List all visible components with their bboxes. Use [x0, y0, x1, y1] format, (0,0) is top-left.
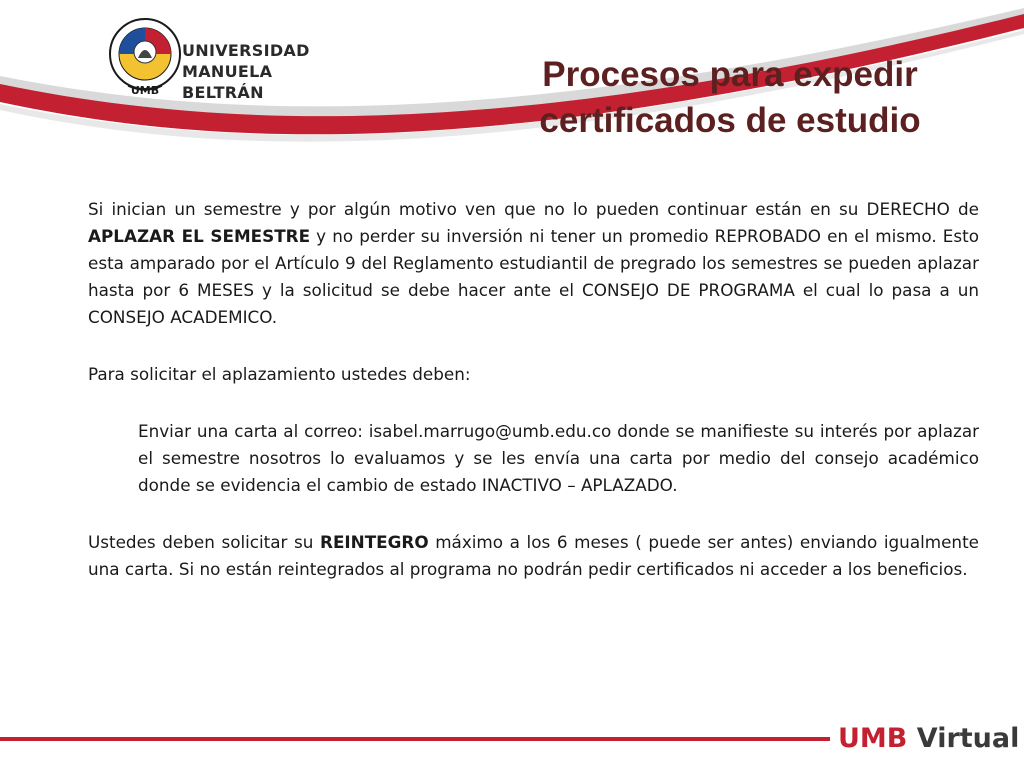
footer-brand [838, 723, 1019, 755]
footer-divider [0, 734, 830, 744]
footer-brand-virtual: Virtual [916, 723, 1020, 754]
bold-text: REINTEGRO [320, 532, 429, 552]
paragraph-text: Ustedes deben solicitar su [88, 532, 321, 552]
paragraph-deferral-right [88, 196, 979, 331]
university-logo [108, 14, 338, 104]
slide-title-line-1: Procesos para expedir [542, 55, 918, 94]
paragraph-send-letter: Enviar una carta al correo: isabel.marrugo@umb.edu.co donde se manifieste su interés por aplazar el semestre nosotros lo evaluamos y se les envía una carta por medio del consejo académico donde se evidencia el cambio de estado INACTIVO – APLAZADO. [138, 421, 979, 495]
slide-body [88, 196, 979, 613]
footer-brand-umb: UMB [838, 723, 908, 754]
logo-wordmark [182, 40, 338, 103]
bold-text: APLAZAR EL SEMESTRE [88, 226, 311, 246]
paragraph-reinstatement [88, 529, 979, 583]
paragraph-text: máximo a los 6 meses ( puede ser antes) enviando igualmente una carta. Si no están reintegrados al programa no podrán pedir certificados ni acceder a los beneficios. [88, 532, 979, 579]
paragraph-text: y no perder su inversión ni tener un promedio REPROBADO en el mismo. Esto esta amparado por el Artículo 9 del Reglamento estudiantil de pregrado los semestres se pueden aplazar hasta por 6 MESES y la solicitud se debe hacer ante el CONSEJO DE PROGRAMA el cual lo pasa a un CONSEJO ACADEMICO. [88, 226, 979, 327]
seal-umb-text: UMB [130, 84, 160, 97]
logo-line-1: UNIVERSIDAD [182, 41, 310, 60]
paragraph-text: Si inician un semestre y por algún motivo ven que no lo pueden continuar están en su DERECHO de [88, 199, 979, 219]
slide-title-line-2: certificados de estudio [539, 101, 921, 140]
logo-line-2: MANUELA BELTRÁN [182, 62, 273, 102]
slide-title [480, 52, 980, 144]
paragraph-how-to-request: Para solicitar el aplazamiento ustedes deben: [88, 364, 471, 384]
university-seal-icon [108, 14, 182, 102]
